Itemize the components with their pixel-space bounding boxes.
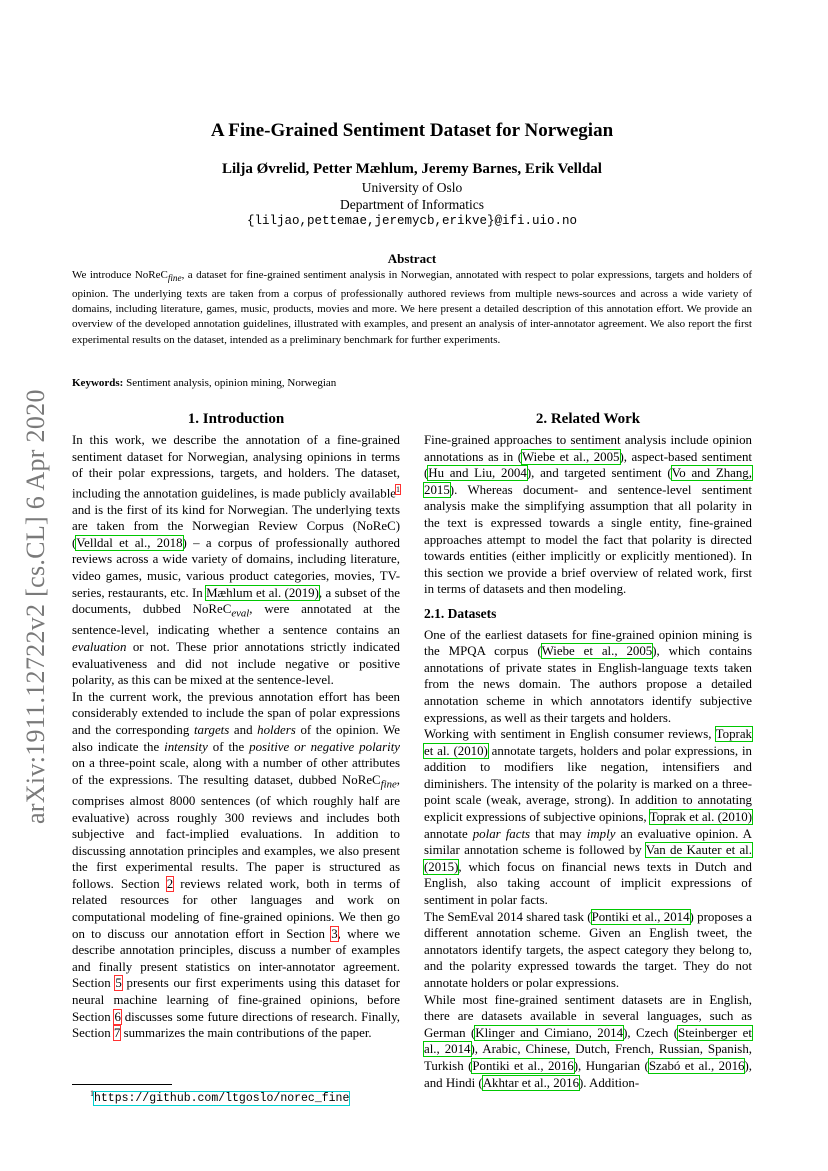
keywords-label: Keywords:	[72, 377, 124, 389]
datasets-paragraph-2: Working with sentiment in English consumer reviews, Toprak et al. (2010) annotate targets, holders and polar expressions, in addition to modifiers like negation, intensifiers and diminishers. The intensity of the polarity is marked on a three-point scale (weak, average, strong). In addition to annotating explicit expressions of subjective opinions, Toprak et al. (2010) annotate polar facts that may imply an evaluative opinion. A similar annotation scheme is followed by Van de Kauter et al. (2015), which focus on financial news texts in Dutch and English, also taking account of implicit expressions of sentiment in polar facts.	[424, 727, 752, 908]
citation-link[interactable]: Toprak et al. (2010)	[649, 810, 752, 825]
footnote	[90, 1089, 349, 1105]
citation-link[interactable]: Velldal et al., 2018	[76, 535, 183, 550]
footnote-link[interactable]: 1	[396, 484, 400, 494]
citation-link[interactable]: Wiebe et al., 2005	[522, 449, 620, 464]
keywords	[72, 377, 752, 389]
citation-link[interactable]: Hu and Liu, 2004	[428, 466, 527, 481]
section-heading-related-work: 2. Related Work	[535, 411, 641, 427]
author-list: Lilja Øvrelid, Petter Mæhlum, Jeremy Barnes, Erik Velldal	[222, 161, 602, 177]
datasets-paragraph-4: While most fine-grained sentiment datasets are in English, there are datasets available in several languages, such as German (Klinger and Cimiano, 2014), Czech (Steinberger et al., 2014), Arabic, Chinese, Dutch, French, Russian, Spanish, Turkish (Pontiki et al., 2016), Hungarian (Szabó et al., 2016), and Hindi (Akhtar et al., 2016). Addition-	[424, 992, 752, 1090]
author-emails: {liljao,pettemae,jeremycb,erikve}@ifi.uio.no	[246, 214, 578, 228]
section-ref-link[interactable]: 3	[331, 926, 338, 941]
affiliation-department: Department of Informatics	[340, 197, 484, 212]
column-left	[72, 432, 400, 1042]
citation-link[interactable]: Pontiki et al., 2014	[591, 909, 690, 924]
citation-link[interactable]: Mæhlum et al. (2019)	[206, 585, 319, 600]
abstract-text: We introduce NoReC$_{fine}$, a dataset for fine-grained sentiment analysis in Norwegian, annotated with respect to polar expressions, targets and holders of opinion. The underlying texts are taken from a corpus of professionally authored reviews from multiple news-sources and across a wide variety of domains, including literature, games, music, products, movies and more. We here present a detailed description of this annotation effort. We provide an overview of the developed annotation guidelines, illustrated with examples, and present an analysis of inter-annotator agreement. We also report the first experimental results on the dataset, intended as a preliminary benchmark for further experiments.	[72, 269, 752, 346]
citation-link[interactable]: Szabó et al., 2016	[648, 1058, 745, 1073]
section-heading-introduction: 1. Introduction	[187, 411, 285, 427]
citation-link[interactable]: Vo and Zhang, 2015	[424, 466, 752, 497]
paper-title: A Fine-Grained Sentiment Dataset for Norwegian	[210, 120, 614, 141]
citation-link[interactable]: Pontiki et al., 2016	[472, 1058, 574, 1073]
intro-paragraph-1: In this work, we describe the annotation of a fine-grained sentiment dataset for Norwegian, analysing opinions in terms of their polar expressions, targets, and holders. The dataset, including the annotation guidelines, is made publicly available$^1$ and is the first of its kind for Norwegian. The underlying texts are taken from the Norwegian Review Corpus (NoReC) (Velldal et al., 2018) – a corpus of professionally authored reviews across a wide variety of domains, including literature, video games, music, various product categories, movies, TV-series, restaurants, etc. In Mæhlum et al. (2019), a subset of the documents, dubbed NoReC$_{eval}$, were annotated at the sentence-level, indicating whether a sentence contains an evaluation or not. These prior annotations strictly indicated evaluativeness and did not include negative or positive polarity, as this can be mixed at the sentence-level.	[72, 433, 401, 688]
section-ref-link[interactable]: 7	[113, 1026, 121, 1041]
section-ref-link[interactable]: 6	[114, 1009, 121, 1024]
citation-link[interactable]: Klinger and Cimiano, 2014	[475, 1025, 624, 1040]
intro-paragraph-2: In the current work, the previous annotation effort has been considerably extended to include the span of polar expressions and the corresponding targets and holders of the opinion. We also indicate the intensity of the positive or negative polarity on a three-point scale, along with a number of other attributes of the expressions. The resulting dataset, dubbed NoReC$_{fine}$, comprises almost 8000 sentences (of which roughly half are evaluative) across roughly 300 reviews and includes both subjective and fact-implied evaluations. In addition to discussing annotation principles and examples, we also present the first experimental results. The paper is structured as follows. Section 2 reviews related work, both in terms of related resources for other languages and work on computational modeling of fine-grained opinions. We then go on to discuss our annotation effort in Section 3, where we describe annotation principles, discuss a number of examples and finally present statistics on inter-annotator agreement. Section 5 presents our first experiments using this dataset for neural machine learning of fine-grained opinions, before Section 6 discusses some future directions of research. Finally, Section 7 summarizes the main contributions of the paper.	[72, 689, 401, 1041]
abstract-heading: Abstract	[387, 251, 437, 266]
footnote-url-link[interactable]: https://github.com/ltgoslo/norec_fine	[94, 1091, 350, 1105]
subsection-heading-datasets: 2.1. Datasets	[424, 605, 497, 621]
column-right	[424, 432, 752, 1091]
keywords-list: Sentiment analysis, opinion mining, Norwegian	[123, 377, 337, 389]
citation-link[interactable]: Wiebe et al., 2005	[541, 644, 653, 659]
section-ref-link[interactable]: 2	[166, 876, 174, 891]
footnote-number: 1	[90, 1089, 94, 1098]
affiliation-university: University of Oslo	[361, 180, 463, 195]
citation-link[interactable]: Toprak et al. (2010)	[424, 727, 752, 758]
datasets-paragraph-3: The SemEval 2014 shared task (Pontiki et al., 2014) proposes a different annotation scheme. Given an English tweet, the annotators identify targets, the aspect category they belong to, and the polarity expressed towards the target. They do not annotate holders or polar expressions.	[424, 909, 752, 990]
section-ref-link[interactable]: 5	[115, 976, 122, 991]
citation-link[interactable]: Steinberger et al., 2014	[424, 1025, 752, 1057]
related-paragraph-1: Fine-grained approaches to sentiment analysis include opinion annotations as in (Wiebe et al., 2005), aspect-based sentiment (Hu and Liu, 2004), and targeted sentiment (Vo and Zhang, 2015). Whereas document- and sentence-level sentiment analysis make the simplifying assumption that all polarity in the text is expressed towards a single entity, fine-grained approaches attempt to model the fact that polarity is directed towards entities (either implicitly or explicitly mentioned). In this section we provide a brief overview of related work, first in terms of datasets and then modeling.	[424, 433, 753, 597]
arxiv-identifier: arXiv:1911.12722v2 [cs.CL] 6 Apr 2020	[21, 389, 50, 825]
citation-link[interactable]: Van de Kauter et al. (2015)	[424, 843, 752, 874]
footnote-divider	[72, 1084, 172, 1085]
datasets-paragraph-1: One of the earliest datasets for fine-grained opinion mining is the MPQA corpus (Wiebe et al., 2005), which contains annotations of private states in English-language texts taken from the news domain. The authors propose a detailed annotation scheme in which annotators identify subjective expressions, as well as their targets and holders.	[424, 627, 753, 725]
citation-link[interactable]: Akhtar et al., 2016	[482, 1075, 580, 1090]
